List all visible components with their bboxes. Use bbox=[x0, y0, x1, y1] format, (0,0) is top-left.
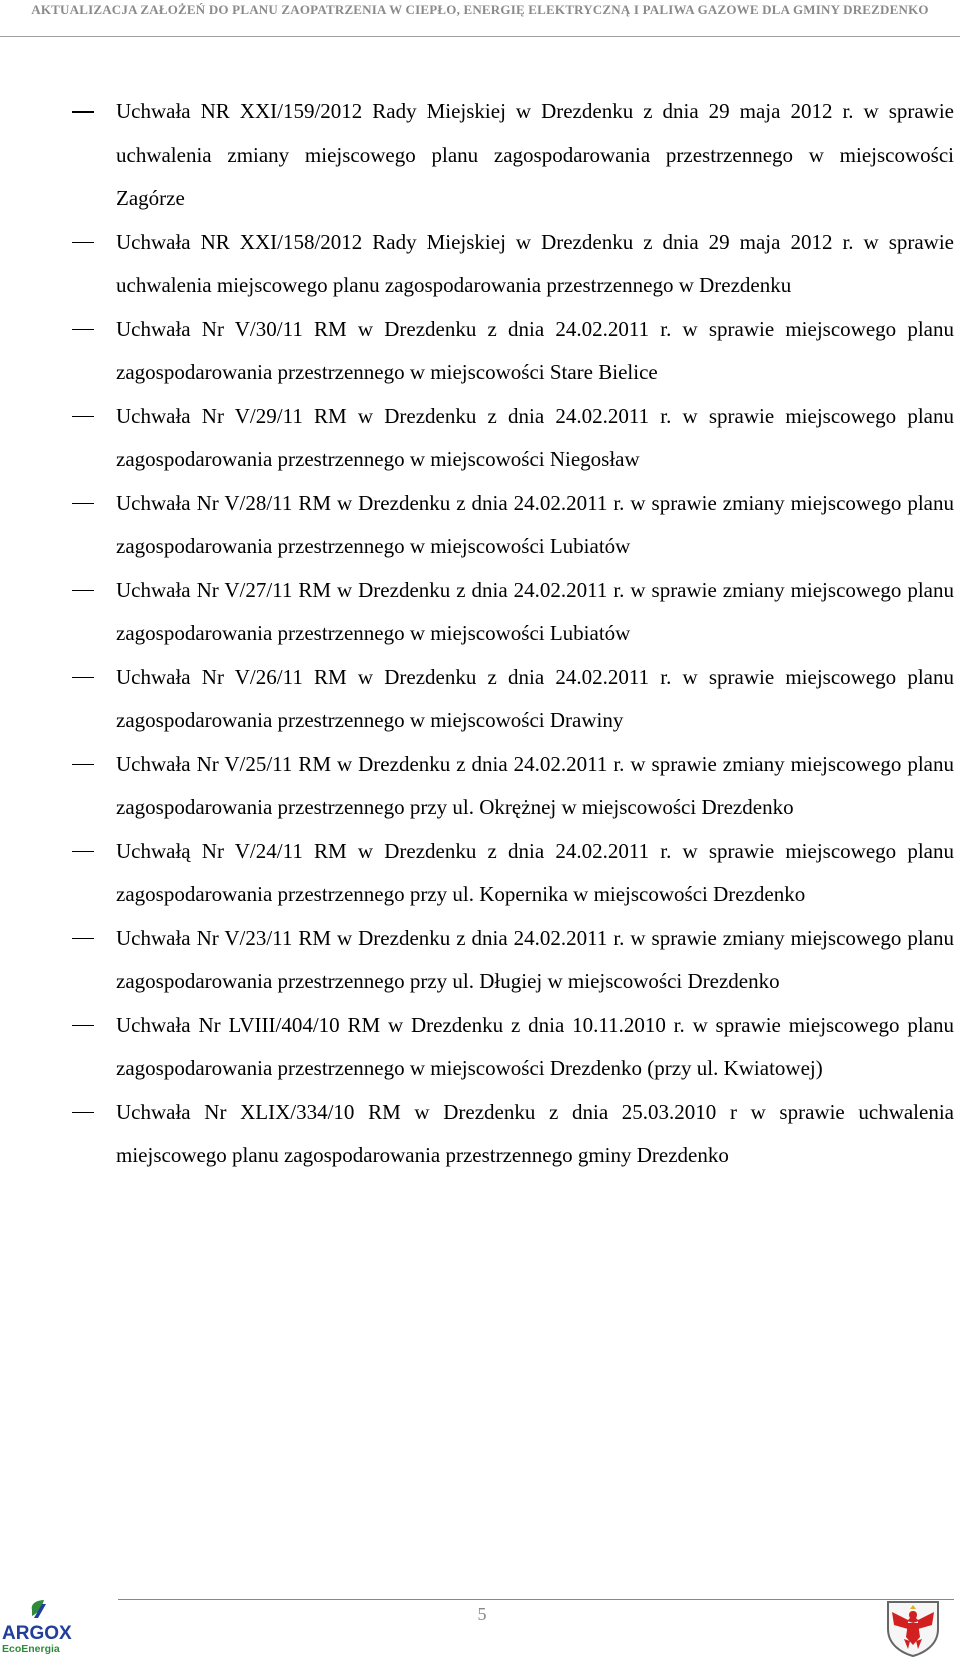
header-divider bbox=[0, 36, 960, 37]
list-item bbox=[0, 743, 960, 830]
list-item-text: Uchwała Nr V/26/11 RM w Drezdenku z dnia 24.02.2011 r. w sprawie miejscowego planu zagospodarowania przestrzennego w miejscowości Drawiny bbox=[116, 664, 954, 732]
list-item-text: Uchwała Nr V/30/11 RM w Drezdenku z dnia 24.02.2011 r. w sprawie miejscowego planu zagospodarowania przestrzennego w miejscowości Stare Bielice bbox=[116, 316, 954, 384]
list-item-text: Uchwała Nr V/29/11 RM w Drezdenku z dnia 24.02.2011 r. w sprawie miejscowego planu zagospodarowania przestrzennego w miejscowości Niegosław bbox=[116, 403, 954, 471]
list-item bbox=[0, 308, 960, 395]
list-item-text: Uchwała Nr V/23/11 RM w Drezdenku z dnia 24.02.2011 r. w sprawie zmiany miejscowego planu zagospodarowania przestrzennego przy ul. Długiej w miejscowości Drezdenko bbox=[116, 925, 954, 993]
list-item-text: Uchwała Nr V/28/11 RM w Drezdenku z dnia 24.02.2011 r. w sprawie zmiany miejscowego planu zagospodarowania przestrzennego w miejscowości Lubiatów bbox=[116, 490, 954, 558]
dash-bullet-icon bbox=[72, 111, 94, 113]
dash-bullet-icon bbox=[72, 938, 94, 940]
list-item bbox=[0, 482, 960, 569]
page-number: 5 bbox=[477, 1604, 487, 1624]
list-item bbox=[0, 917, 960, 1004]
dash-bullet-icon bbox=[72, 677, 94, 679]
dash-bullet-icon bbox=[72, 329, 94, 331]
list-item bbox=[0, 1091, 960, 1178]
argox-leaf-icon bbox=[32, 1600, 46, 1618]
list-item bbox=[0, 830, 960, 917]
list-item bbox=[0, 569, 960, 656]
dash-bullet-icon bbox=[72, 242, 94, 244]
argox-logo-wordmark: ARGOX bbox=[2, 1623, 72, 1644]
list-item bbox=[0, 395, 960, 482]
list-item bbox=[0, 1004, 960, 1091]
list-item bbox=[0, 90, 960, 221]
list-item-text: Uchwała Nr V/25/11 RM w Drezdenku z dnia 24.02.2011 r. w sprawie zmiany miejscowego planu zagospodarowania przestrzennego przy ul. Okrężnej w miejscowości Drezdenko bbox=[116, 751, 954, 819]
list-item bbox=[0, 221, 960, 308]
dash-bullet-icon bbox=[72, 1112, 94, 1114]
list-item-text: Uchwała Nr LVIII/404/10 RM w Drezdenku z dnia 10.11.2010 r. w sprawie miejscowego planu zagospodarowania przestrzennego w miejscowości Drezdenko (przy ul. Kwiatowej) bbox=[116, 1012, 954, 1080]
list-item-text: Uchwała NR XXI/159/2012 Rady Miejskiej w Drezdenku z dnia 29 maja 2012 r. w sprawie uchwalenia zmiany miejscowego planu zagospodarowania przestrzennego w miejscowości Zagórze bbox=[116, 99, 954, 210]
dash-bullet-icon bbox=[72, 764, 94, 766]
dash-bullet-icon bbox=[72, 851, 94, 853]
list-item-text: Uchwałą Nr V/24/11 RM w Drezdenku z dnia 24.02.2011 r. w sprawie miejscowego planu zagospodarowania przestrzennego przy ul. Kopernika w miejscowości Drezdenko bbox=[116, 838, 954, 906]
footer-divider bbox=[118, 1599, 954, 1600]
argox-logo-icon bbox=[2, 1598, 88, 1656]
dash-bullet-icon bbox=[72, 590, 94, 592]
list-item-text: Uchwała Nr XLIX/334/10 RM w Drezdenku z dnia 25.03.2010 r w sprawie uchwalenia miejscowego planu zagospodarowania przestrzennego gminy Drezdenko bbox=[116, 1099, 954, 1167]
dash-bullet-icon bbox=[72, 503, 94, 505]
list-item bbox=[0, 656, 960, 743]
running-header: AKTUALIZACJA ZAŁOŻEŃ DO PLANU ZAOPATRZENIA W CIEPŁO, ENERGIĘ ELEKTRYCZNĄ I PALIWA GAZOWE DLA GMINY DREZDENKO bbox=[31, 2, 929, 17]
resolution-list bbox=[0, 90, 960, 1178]
coat-of-arms-icon bbox=[884, 1599, 942, 1657]
list-item-text: Uchwała NR XXI/158/2012 Rady Miejskiej w Drezdenku z dnia 29 maja 2012 r. w sprawie uchwalenia miejscowego planu zagospodarowania przestrzennego w Drezdenku bbox=[116, 229, 954, 297]
list-item-text: Uchwała Nr V/27/11 RM w Drezdenku z dnia 24.02.2011 r. w sprawie zmiany miejscowego planu zagospodarowania przestrzennego w miejscowości Lubiatów bbox=[116, 577, 954, 645]
dash-bullet-icon bbox=[72, 1025, 94, 1027]
dash-bullet-icon bbox=[72, 416, 94, 418]
argox-logo-subtext: EcoEnergia bbox=[2, 1643, 60, 1655]
